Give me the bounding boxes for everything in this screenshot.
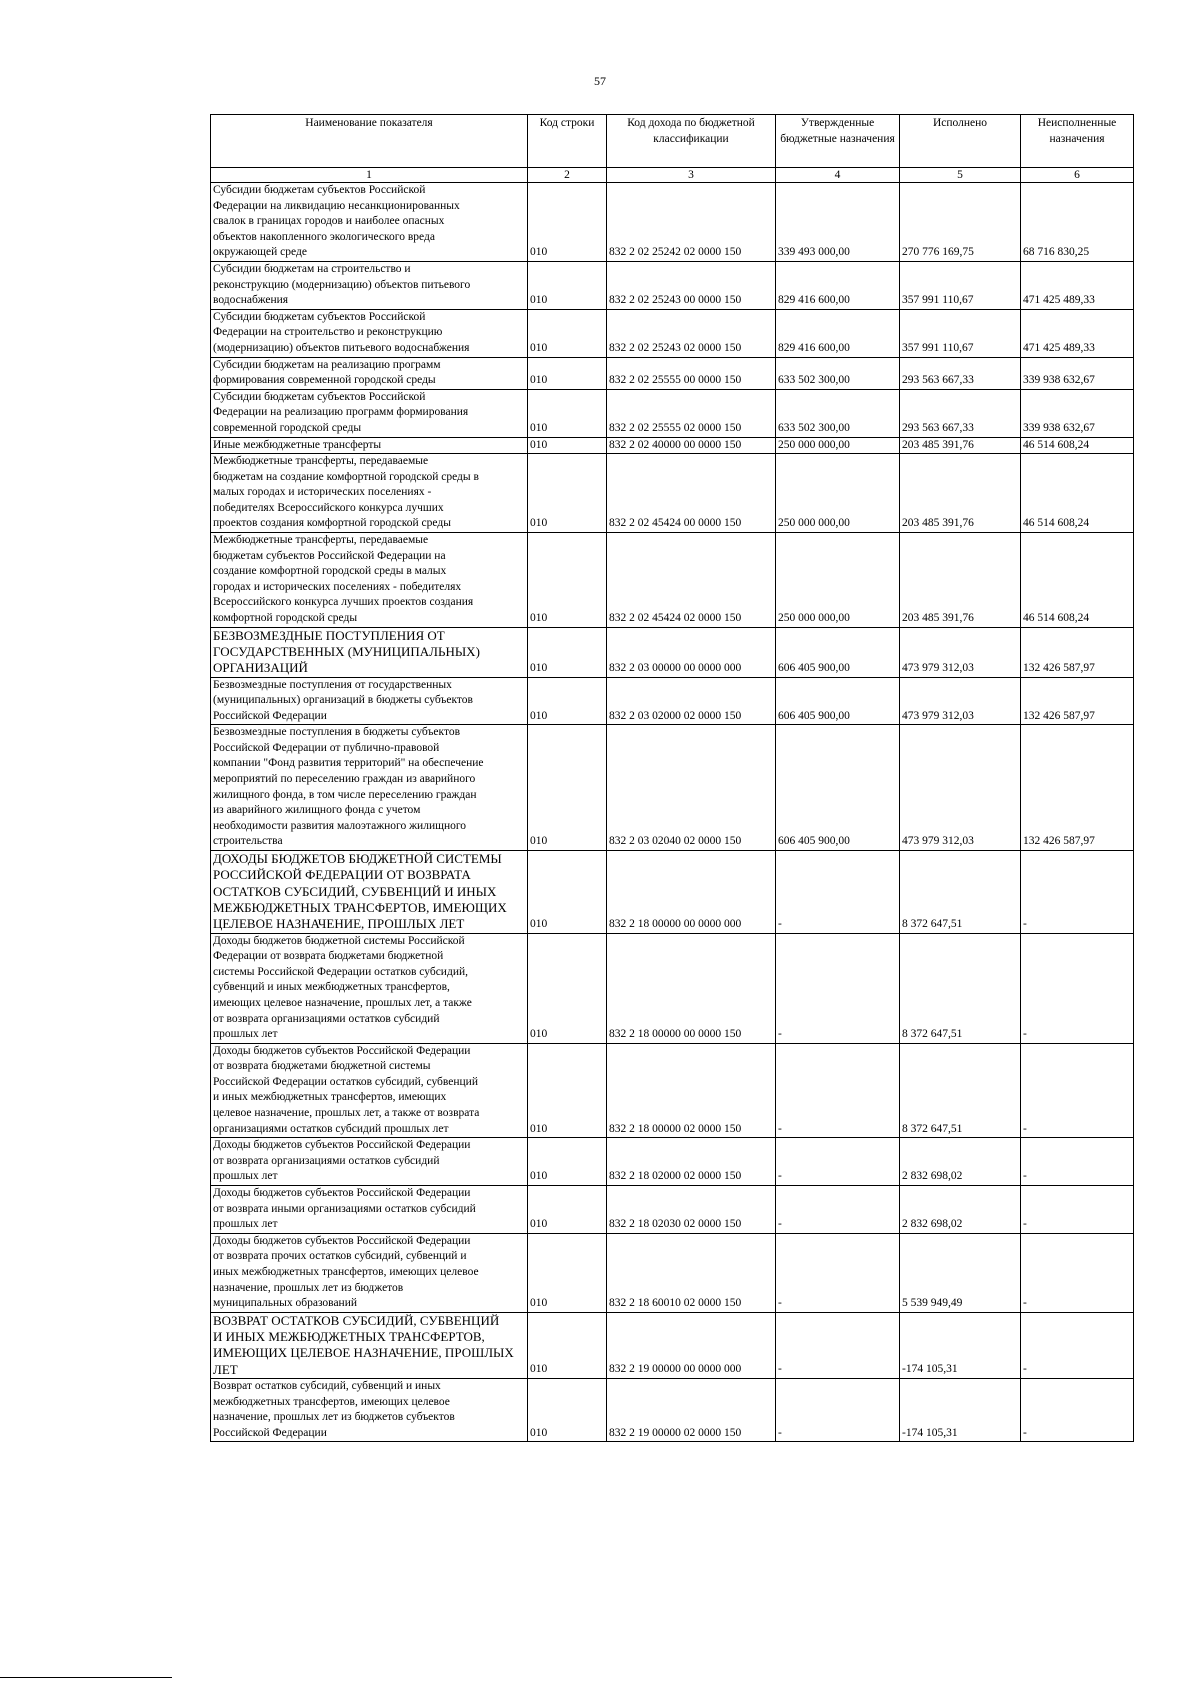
cell-approved-amount: 606 405 900,00: [776, 627, 900, 677]
cell-indicator-name: Доходы бюджетов субъектов Российской Федерации от возврата иными организациями остатков субсидий прошлых лет: [211, 1186, 528, 1234]
cell-approved-amount: -: [776, 851, 900, 933]
cell-indicator-name: Иные межбюджетные трансферты: [211, 437, 528, 454]
table-row: [211, 933, 1134, 1043]
cell-indicator-name: ВОЗВРАТ ОСТАТКОВ СУБСИДИЙ, СУБВЕНЦИЙ И ИНЫХ МЕЖБЮДЖЕТНЫХ ТРАНСФЕРТОВ, ИМЕЮЩИХ ЦЕЛЕВОЕ НАЗНАЧЕНИЕ, ПРОШЛЫХ ЛЕТ: [211, 1312, 528, 1378]
cell-income-code: 832 2 18 02000 02 0000 150: [607, 1138, 776, 1186]
cell-line-code: 010: [528, 1186, 607, 1234]
cell-approved-amount: 250 000 000,00: [776, 454, 900, 533]
header-income-code: Код дохода по бюджетной классификации: [607, 115, 776, 168]
cell-approved-amount: 606 405 900,00: [776, 725, 900, 851]
cell-indicator-name: Безвозмездные поступления в бюджеты субъектов Российской Федерации от публично-правовой компании "Фонд развития территорий" на обеспечение мероприятий по переселению граждан из аварийного жилищного фонда, в том числе переселению граждан из аварийного жилищного фонда с учетом необходимости развития малоэтажного жилищного строительства: [211, 725, 528, 851]
cell-line-code: 010: [528, 261, 607, 309]
cell-income-code: 832 2 03 02000 02 0000 150: [607, 677, 776, 725]
table-row: [211, 1233, 1134, 1312]
cell-line-code: 010: [528, 1233, 607, 1312]
cell-line-code: 010: [528, 851, 607, 933]
table-row: [211, 261, 1134, 309]
cell-remaining-amount: 132 426 587,97: [1021, 627, 1134, 677]
cell-income-code: 832 2 19 00000 00 0000 000: [607, 1312, 776, 1378]
cell-indicator-name: Доходы бюджетов субъектов Российской Федерации от возврата прочих остатков субсидий, субвенций и иных межбюджетных трансфертов, имеющих целевое назначение, прошлых лет из бюджетов муниципальных образований: [211, 1233, 528, 1312]
cell-income-code: 832 2 18 00000 02 0000 150: [607, 1043, 776, 1138]
cell-income-code: 832 2 02 25243 00 0000 150: [607, 261, 776, 309]
cell-income-code: 832 2 18 60010 02 0000 150: [607, 1233, 776, 1312]
table-row: [211, 309, 1134, 357]
cell-line-code: 010: [528, 533, 607, 628]
table-row: [211, 1186, 1134, 1234]
cell-indicator-name: БЕЗВОЗМЕЗДНЫЕ ПОСТУПЛЕНИЯ ОТ ГОСУДАРСТВЕННЫХ (МУНИЦИПАЛЬНЫХ) ОРГАНИЗАЦИЙ: [211, 627, 528, 677]
table-row: [211, 1312, 1134, 1378]
column-number: 4: [776, 168, 900, 183]
header-approved: Утвержденные бюджетные назначения: [776, 115, 900, 168]
cell-approved-amount: -: [776, 1043, 900, 1138]
cell-executed-amount: 2 832 698,02: [900, 1186, 1021, 1234]
cell-remaining-amount: -: [1021, 1043, 1134, 1138]
cell-income-code: 832 2 02 25555 00 0000 150: [607, 357, 776, 389]
header-line-code: Код строки: [528, 115, 607, 168]
cell-approved-amount: 633 502 300,00: [776, 389, 900, 437]
cell-line-code: 010: [528, 183, 607, 262]
header-remaining: Неисполненные назначения: [1021, 115, 1134, 168]
cell-line-code: 010: [528, 454, 607, 533]
table-body: [211, 183, 1134, 1442]
cell-executed-amount: 203 485 391,76: [900, 533, 1021, 628]
column-number: 2: [528, 168, 607, 183]
table-row: [211, 454, 1134, 533]
footer-rule: [0, 1677, 172, 1678]
cell-remaining-amount: -: [1021, 1233, 1134, 1312]
cell-line-code: 010: [528, 437, 607, 454]
cell-income-code: 832 2 02 45424 00 0000 150: [607, 454, 776, 533]
cell-approved-amount: 606 405 900,00: [776, 677, 900, 725]
cell-remaining-amount: 132 426 587,97: [1021, 677, 1134, 725]
cell-remaining-amount: 471 425 489,33: [1021, 261, 1134, 309]
cell-income-code: 832 2 18 00000 00 0000 150: [607, 933, 776, 1043]
cell-approved-amount: 250 000 000,00: [776, 533, 900, 628]
cell-executed-amount: 473 979 312,03: [900, 627, 1021, 677]
cell-indicator-name: Субсидии бюджетам субъектов Российской Федерации на ликвидацию несанкционированных свалок в границах городов и наиболее опасных объектов накопленного экологического вреда окружающей среде: [211, 183, 528, 262]
cell-income-code: 832 2 02 40000 00 0000 150: [607, 437, 776, 454]
cell-remaining-amount: -: [1021, 1378, 1134, 1441]
cell-approved-amount: -: [776, 1186, 900, 1234]
cell-indicator-name: Межбюджетные трансферты, передаваемые бюджетам на создание комфортной городской среды в малых городах и исторических поселениях - победителях Всероссийского конкурса лучших проектов создания комфортной городской среды: [211, 454, 528, 533]
table-row: [211, 183, 1134, 262]
table-row: [211, 1043, 1134, 1138]
cell-executed-amount: 8 372 647,51: [900, 933, 1021, 1043]
cell-line-code: 010: [528, 1378, 607, 1441]
column-number-row: [211, 168, 1134, 183]
cell-executed-amount: 357 991 110,67: [900, 261, 1021, 309]
cell-remaining-amount: -: [1021, 1186, 1134, 1234]
header-indicator-name: Наименование показателя: [211, 115, 528, 168]
cell-indicator-name: Безвозмездные поступления от государственных (муниципальных) организаций в бюджеты субъектов Российской Федерации: [211, 677, 528, 725]
cell-approved-amount: 829 416 600,00: [776, 261, 900, 309]
cell-line-code: 010: [528, 725, 607, 851]
cell-income-code: 832 2 18 02030 02 0000 150: [607, 1186, 776, 1234]
header-executed: Исполнено: [900, 115, 1021, 168]
cell-indicator-name: Возврат остатков субсидий, субвенций и иных межбюджетных трансфертов, имеющих целевое назначение, прошлых лет из бюджетов субъектов Российской Федерации: [211, 1378, 528, 1441]
cell-remaining-amount: -: [1021, 933, 1134, 1043]
cell-approved-amount: 829 416 600,00: [776, 309, 900, 357]
cell-income-code: 832 2 19 00000 02 0000 150: [607, 1378, 776, 1441]
cell-remaining-amount: 46 514 608,24: [1021, 454, 1134, 533]
column-number: 6: [1021, 168, 1134, 183]
cell-executed-amount: 473 979 312,03: [900, 725, 1021, 851]
cell-remaining-amount: 46 514 608,24: [1021, 533, 1134, 628]
cell-line-code: 010: [528, 1138, 607, 1186]
cell-executed-amount: 270 776 169,75: [900, 183, 1021, 262]
cell-line-code: 010: [528, 1043, 607, 1138]
cell-remaining-amount: -: [1021, 1312, 1134, 1378]
cell-line-code: 010: [528, 933, 607, 1043]
cell-remaining-amount: 68 716 830,25: [1021, 183, 1134, 262]
cell-executed-amount: 8 372 647,51: [900, 1043, 1021, 1138]
column-number: 3: [607, 168, 776, 183]
table-row: [211, 725, 1134, 851]
cell-line-code: 010: [528, 1312, 607, 1378]
cell-indicator-name: Доходы бюджетов бюджетной системы Российской Федерации от возврата бюджетами бюджетной системы Российской Федерации остатков субсидий, субвенций и иных межбюджетных трансфертов, имеющих целевое назначение, прошлых лет, а также от возврата организациями остатков субсидий прошлых лет: [211, 933, 528, 1043]
cell-indicator-name: Субсидии бюджетам на строительство и реконструкцию (модернизацию) объектов питьевого водоснабжения: [211, 261, 528, 309]
table-row: [211, 851, 1134, 933]
table-row: [211, 677, 1134, 725]
cell-remaining-amount: 132 426 587,97: [1021, 725, 1134, 851]
table-row: [211, 1138, 1134, 1186]
cell-remaining-amount: 339 938 632,67: [1021, 389, 1134, 437]
column-number: 1: [211, 168, 528, 183]
cell-executed-amount: 293 563 667,33: [900, 357, 1021, 389]
cell-approved-amount: -: [776, 1138, 900, 1186]
cell-approved-amount: -: [776, 1378, 900, 1441]
cell-executed-amount: 357 991 110,67: [900, 309, 1021, 357]
cell-indicator-name: Межбюджетные трансферты, передаваемые бюджетам субъектов Российской Федерации на создание комфортной городской среды в малых городах и исторических поселениях - победителях Всероссийского конкурса лучших проектов создания комфортной городской среды: [211, 533, 528, 628]
cell-line-code: 010: [528, 627, 607, 677]
table-row: [211, 357, 1134, 389]
cell-executed-amount: -174 105,31: [900, 1312, 1021, 1378]
cell-approved-amount: 339 493 000,00: [776, 183, 900, 262]
cell-executed-amount: 473 979 312,03: [900, 677, 1021, 725]
cell-approved-amount: 250 000 000,00: [776, 437, 900, 454]
cell-approved-amount: -: [776, 1233, 900, 1312]
cell-income-code: 832 2 02 25242 02 0000 150: [607, 183, 776, 262]
cell-executed-amount: 8 372 647,51: [900, 851, 1021, 933]
table-row: [211, 437, 1134, 454]
cell-income-code: 832 2 02 45424 02 0000 150: [607, 533, 776, 628]
cell-income-code: 832 2 03 00000 00 0000 000: [607, 627, 776, 677]
budget-report-table: [210, 114, 1134, 1442]
cell-indicator-name: Доходы бюджетов субъектов Российской Федерации от возврата бюджетами бюджетной системы Российской Федерации остатков субсидий, субвенций и иных межбюджетных трансфертов, имеющих целевое назначение, прошлых лет, а также от возврата организациями остатков субсидий прошлых лет: [211, 1043, 528, 1138]
column-number: 5: [900, 168, 1021, 183]
cell-approved-amount: -: [776, 1312, 900, 1378]
table-row: [211, 533, 1134, 628]
cell-executed-amount: 203 485 391,76: [900, 437, 1021, 454]
cell-remaining-amount: 46 514 608,24: [1021, 437, 1134, 454]
cell-income-code: 832 2 02 25555 02 0000 150: [607, 389, 776, 437]
cell-remaining-amount: 471 425 489,33: [1021, 309, 1134, 357]
cell-approved-amount: -: [776, 933, 900, 1043]
cell-income-code: 832 2 18 00000 00 0000 000: [607, 851, 776, 933]
cell-executed-amount: 293 563 667,33: [900, 389, 1021, 437]
cell-executed-amount: 2 832 698,02: [900, 1138, 1021, 1186]
cell-indicator-name: ДОХОДЫ БЮДЖЕТОВ БЮДЖЕТНОЙ СИСТЕМЫ РОССИЙСКОЙ ФЕДЕРАЦИИ ОТ ВОЗВРАТА ОСТАТКОВ СУБСИДИЙ, СУБВЕНЦИЙ И ИНЫХ МЕЖБЮДЖЕТНЫХ ТРАНСФЕРТОВ, ИМЕЮЩИХ ЦЕЛЕВОЕ НАЗНАЧЕНИЕ, ПРОШЛЫХ ЛЕТ: [211, 851, 528, 933]
table-row: [211, 627, 1134, 677]
cell-line-code: 010: [528, 357, 607, 389]
cell-executed-amount: 5 539 949,49: [900, 1233, 1021, 1312]
cell-line-code: 010: [528, 389, 607, 437]
cell-remaining-amount: 339 938 632,67: [1021, 357, 1134, 389]
cell-indicator-name: Субсидии бюджетам на реализацию программ формирования современной городской среды: [211, 357, 528, 389]
cell-indicator-name: Субсидии бюджетам субъектов Российской Федерации на строительство и реконструкцию (модернизацию) объектов питьевого водоснабжения: [211, 309, 528, 357]
cell-remaining-amount: -: [1021, 851, 1134, 933]
cell-indicator-name: Доходы бюджетов субъектов Российской Федерации от возврата организациями остатков субсидий прошлых лет: [211, 1138, 528, 1186]
cell-remaining-amount: -: [1021, 1138, 1134, 1186]
cell-line-code: 010: [528, 309, 607, 357]
table-row: [211, 389, 1134, 437]
table-header-row: [211, 115, 1134, 168]
table-row: [211, 1378, 1134, 1441]
cell-line-code: 010: [528, 677, 607, 725]
page-number: 57: [594, 74, 606, 88]
cell-executed-amount: -174 105,31: [900, 1378, 1021, 1441]
cell-approved-amount: 633 502 300,00: [776, 357, 900, 389]
cell-indicator-name: Субсидии бюджетам субъектов Российской Федерации на реализацию программ формирования современной городской среды: [211, 389, 528, 437]
cell-executed-amount: 203 485 391,76: [900, 454, 1021, 533]
cell-income-code: 832 2 02 25243 02 0000 150: [607, 309, 776, 357]
cell-income-code: 832 2 03 02040 02 0000 150: [607, 725, 776, 851]
